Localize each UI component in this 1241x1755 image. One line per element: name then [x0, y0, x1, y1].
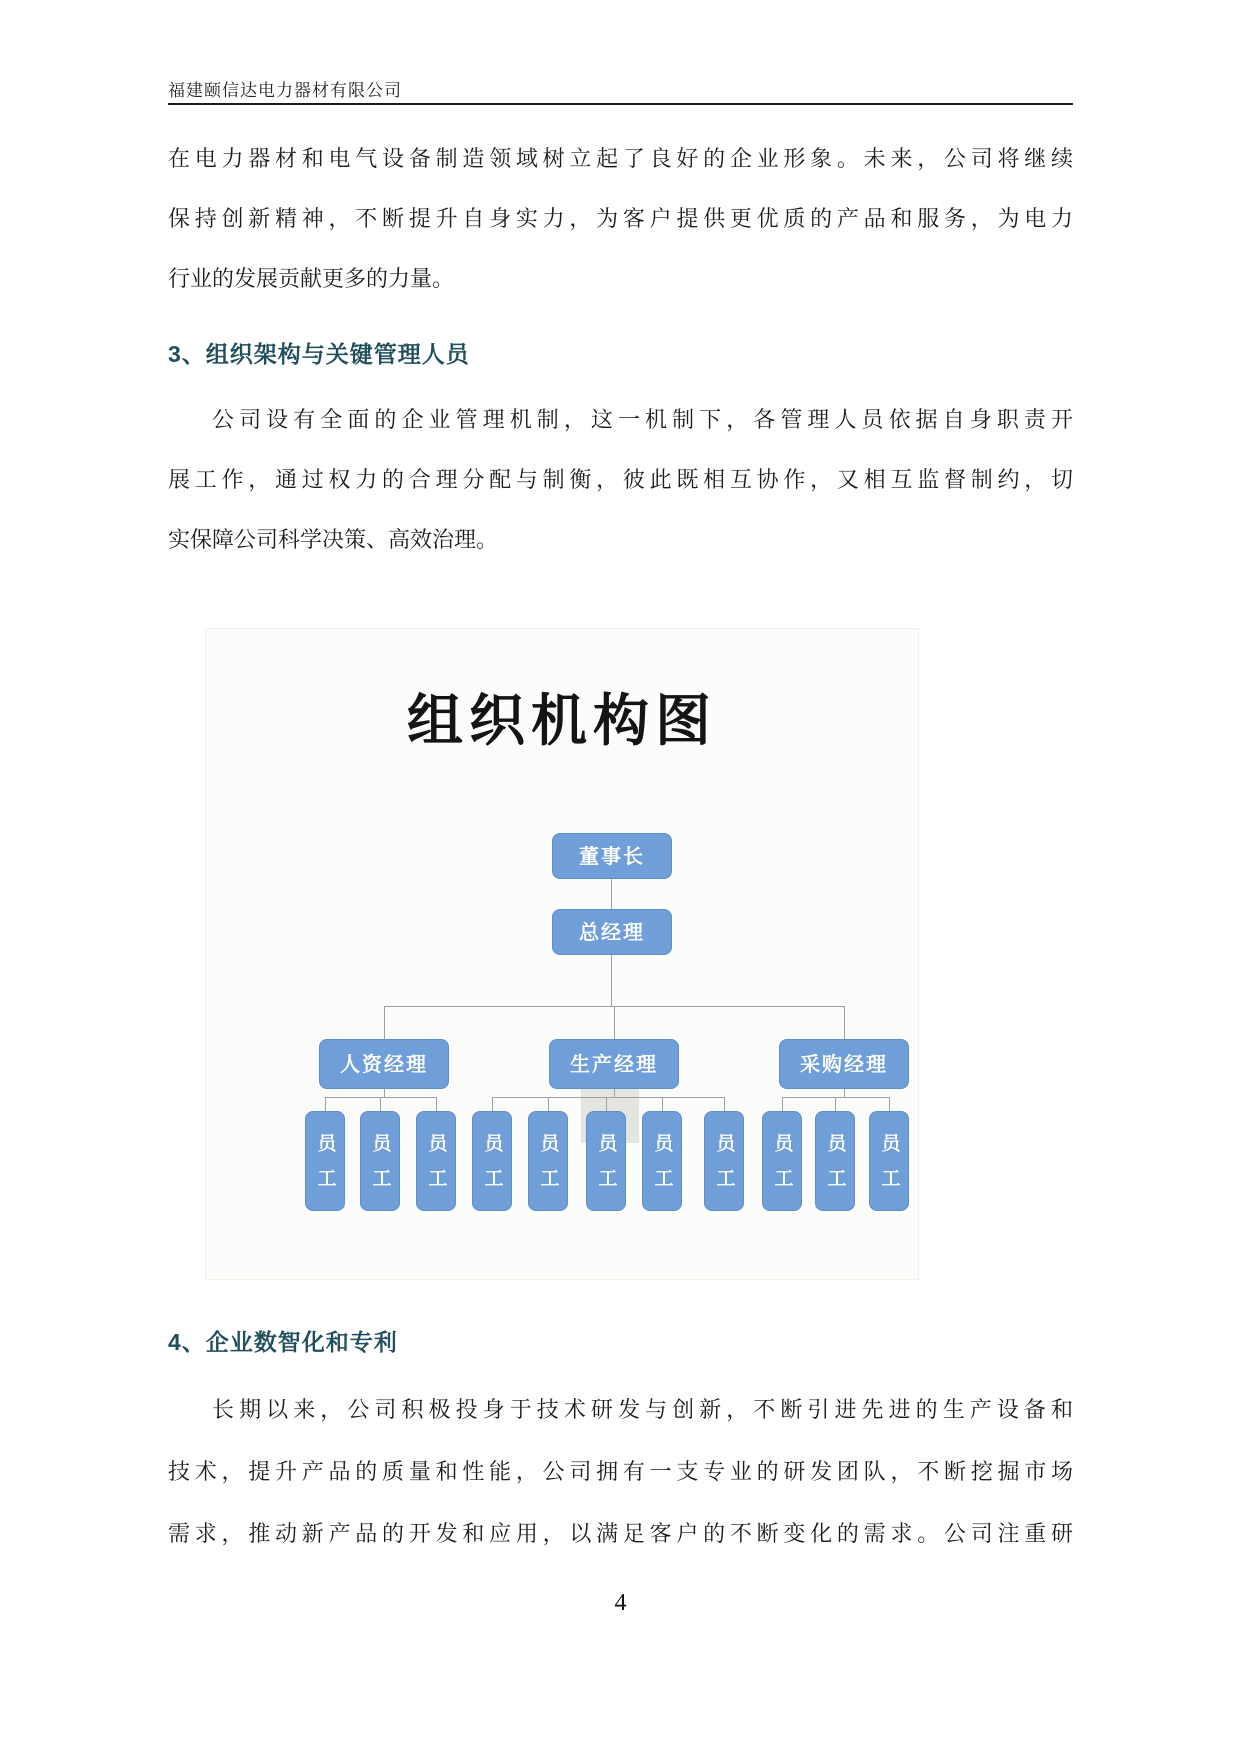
- connector-employee-drop: [724, 1097, 725, 1111]
- connector-hr-subbranch: [384, 1089, 385, 1097]
- connector-employee-drop: [662, 1097, 663, 1111]
- connector-employee-drop: [606, 1097, 607, 1111]
- paragraph-line: 实保障公司科学决策、高效治理。: [168, 527, 499, 552]
- subbranch-production: [492, 1097, 724, 1098]
- connector-employee-drop: [835, 1097, 836, 1111]
- connector-production-subbranch: [614, 1089, 615, 1097]
- section-3-heading: 3、组织架构与关键管理人员: [168, 341, 470, 367]
- node-employee: 员工: [642, 1111, 682, 1211]
- connector-employee-drop: [436, 1097, 437, 1111]
- node-employee: 员工: [762, 1111, 802, 1211]
- node-employee: 员工: [704, 1111, 744, 1211]
- section-4-heading: 4、企业数智化和专利: [168, 1329, 398, 1355]
- connector-drop-procurement: [844, 1006, 845, 1039]
- paragraph-line: 在电力器材和电气设备制造领域树立起了良好的企业形象。未来，公司将继续: [168, 146, 1073, 171]
- paragraph-line: 需求，推动新产品的开发和应用，以满足客户的不断变化的需求。公司注重研: [168, 1521, 1073, 1546]
- paragraph-line: 长期以来，公司积极投身于技术研发与创新，不断引进先进的生产设备和: [212, 1397, 1073, 1422]
- connector-employee-drop: [548, 1097, 549, 1111]
- node-chairman: 董事长: [552, 833, 672, 879]
- node-employee: 员工: [586, 1111, 626, 1211]
- org-chart-figure: [205, 628, 919, 1280]
- node-general-manager: 总经理: [552, 909, 672, 955]
- page-number: 4: [614, 1590, 627, 1616]
- connector-employee-drop: [889, 1097, 890, 1111]
- node-employee: 员工: [416, 1111, 456, 1211]
- node-employee: 员工: [472, 1111, 512, 1211]
- connector-procurement-subbranch: [844, 1089, 845, 1097]
- paragraph-line: 展工作，通过权力的合理分配与制衡，彼此既相互协作，又相互监督制约，切: [168, 467, 1073, 492]
- connector-employee-drop: [325, 1097, 326, 1111]
- org-chart-title: 组织机构图: [407, 691, 717, 753]
- connector-employee-drop: [380, 1097, 381, 1111]
- node-employee: 员工: [869, 1111, 909, 1211]
- connector-chairman-gm: [611, 879, 612, 909]
- connector-drop-hr: [384, 1006, 385, 1039]
- connector-employee-drop: [492, 1097, 493, 1111]
- node-employee: 员工: [360, 1111, 400, 1211]
- header-rule: [168, 103, 1073, 105]
- paragraph-line: 行业的发展贡献更多的力量。: [168, 266, 455, 291]
- connector-drop-production: [614, 1006, 615, 1039]
- node-employee: 员工: [815, 1111, 855, 1211]
- paragraph-line: 技术，提升产品的质量和性能，公司拥有一支专业的研发团队，不断挖掘市场: [168, 1459, 1073, 1484]
- connector-gm-branch: [611, 955, 612, 1006]
- node-employee: 员工: [305, 1111, 345, 1211]
- node-manager-production: 生产经理: [549, 1039, 679, 1089]
- node-manager-procurement: 采购经理: [779, 1039, 909, 1089]
- paragraph-line: 保持创新精神，不断提升自身实力，为客户提供更优质的产品和服务，为电力: [168, 206, 1073, 231]
- node-employee: 员工: [528, 1111, 568, 1211]
- connector-employee-drop: [782, 1097, 783, 1111]
- node-manager-hr: 人资经理: [319, 1039, 449, 1089]
- header-company-name: 福建颐信达电力器材有限公司: [168, 81, 402, 100]
- paragraph-line: 公司设有全面的企业管理机制，这一机制下，各管理人员依据自身职责开: [212, 407, 1073, 432]
